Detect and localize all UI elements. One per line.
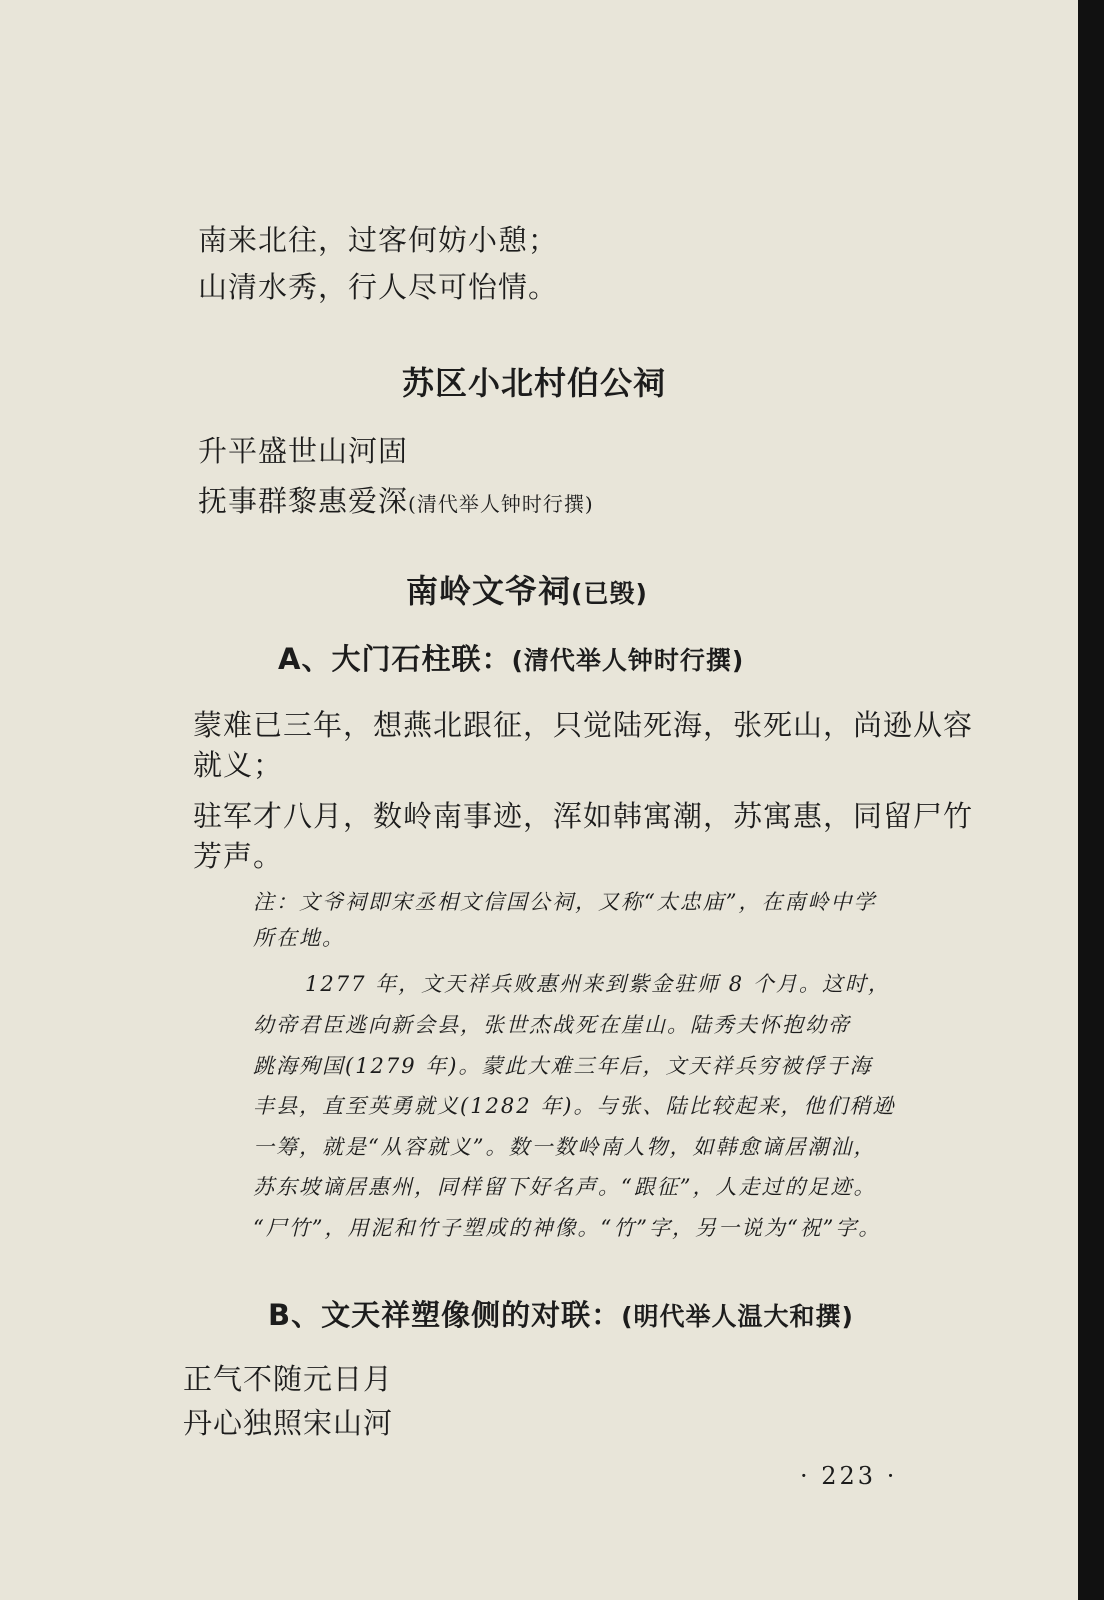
partA-line1: 蒙难已三年，想燕北跟征，只觉陆死海，张死山，尚逊从容 xyxy=(193,708,974,742)
note-line6: 丰县，直至英勇就义(1282 年)。与张、陆比较起来，他们稍逊 xyxy=(253,1094,896,1118)
partB-label: B、文天祥塑像侧的对联： xyxy=(268,1298,622,1332)
section1-line2 xyxy=(198,479,594,520)
partA-line2: 就义； xyxy=(193,748,284,782)
poem1-line1: 南来北往，过客何妨小憩； xyxy=(198,223,559,257)
note-line4: 幼帝君臣逃向新会县，张世杰战死在崖山。陆秀夫怀抱幼帝 xyxy=(253,1013,851,1037)
section2-title-text: 南岭文爷祠 xyxy=(406,572,572,610)
partB-line2: 丹心独照宋山河 xyxy=(183,1406,394,1440)
section1-line2-note: (清代举人钟时行撰) xyxy=(408,492,594,516)
note-line3: 1277 年，文天祥兵败惠州来到紫金驻师 8 个月。这时， xyxy=(305,972,891,996)
page-number: · 223 · xyxy=(800,1462,898,1490)
section1-line2-text: 抚事群黎惠爱深 xyxy=(198,484,409,518)
section1-line1: 升平盛世山河固 xyxy=(198,434,409,468)
note-line1: 注：文爷祠即宋丞相文信国公祠，又称“太忠庙”，在南岭中学 xyxy=(253,890,877,914)
partA-attribution: (清代举人钟时行撰) xyxy=(511,646,745,675)
note-line9: “尸竹”，用泥和竹子塑成的神像。“竹”字，另一说为“祝”字。 xyxy=(253,1216,882,1240)
section1-title: 苏区小北村伯公祠 xyxy=(402,364,667,402)
poem1-line2: 山清水秀，行人尽可怡情。 xyxy=(198,270,559,304)
partA-line4: 芳声。 xyxy=(193,839,284,873)
note-line7: 一筹，就是“从容就义”。数一数岭南人物，如韩愈谪居潮汕， xyxy=(253,1135,877,1159)
note-line5: 跳海殉国(1279 年)。蒙此大难三年后，文天祥兵穷被俘于海 xyxy=(253,1054,873,1078)
scan-edge xyxy=(1078,0,1104,1600)
partB-heading xyxy=(268,1293,854,1334)
section2-title xyxy=(406,566,648,612)
partB-line1: 正气不随元日月 xyxy=(183,1362,394,1396)
partB-attribution: (明代举人温大和撰) xyxy=(621,1302,854,1331)
section2-title-note: (已毁) xyxy=(571,579,648,608)
partA-line3: 驻军才八月，数岭南事迹，浑如韩寓潮，苏寓惠，同留尸竹 xyxy=(193,799,974,833)
note-line8: 苏东坡谪居惠州，同样留下好名声。“跟征”，人走过的足迹。 xyxy=(253,1175,877,1199)
note-line2: 所在地。 xyxy=(253,926,345,950)
partA-heading xyxy=(278,637,744,678)
partA-label: A、大门石柱联： xyxy=(278,642,512,676)
